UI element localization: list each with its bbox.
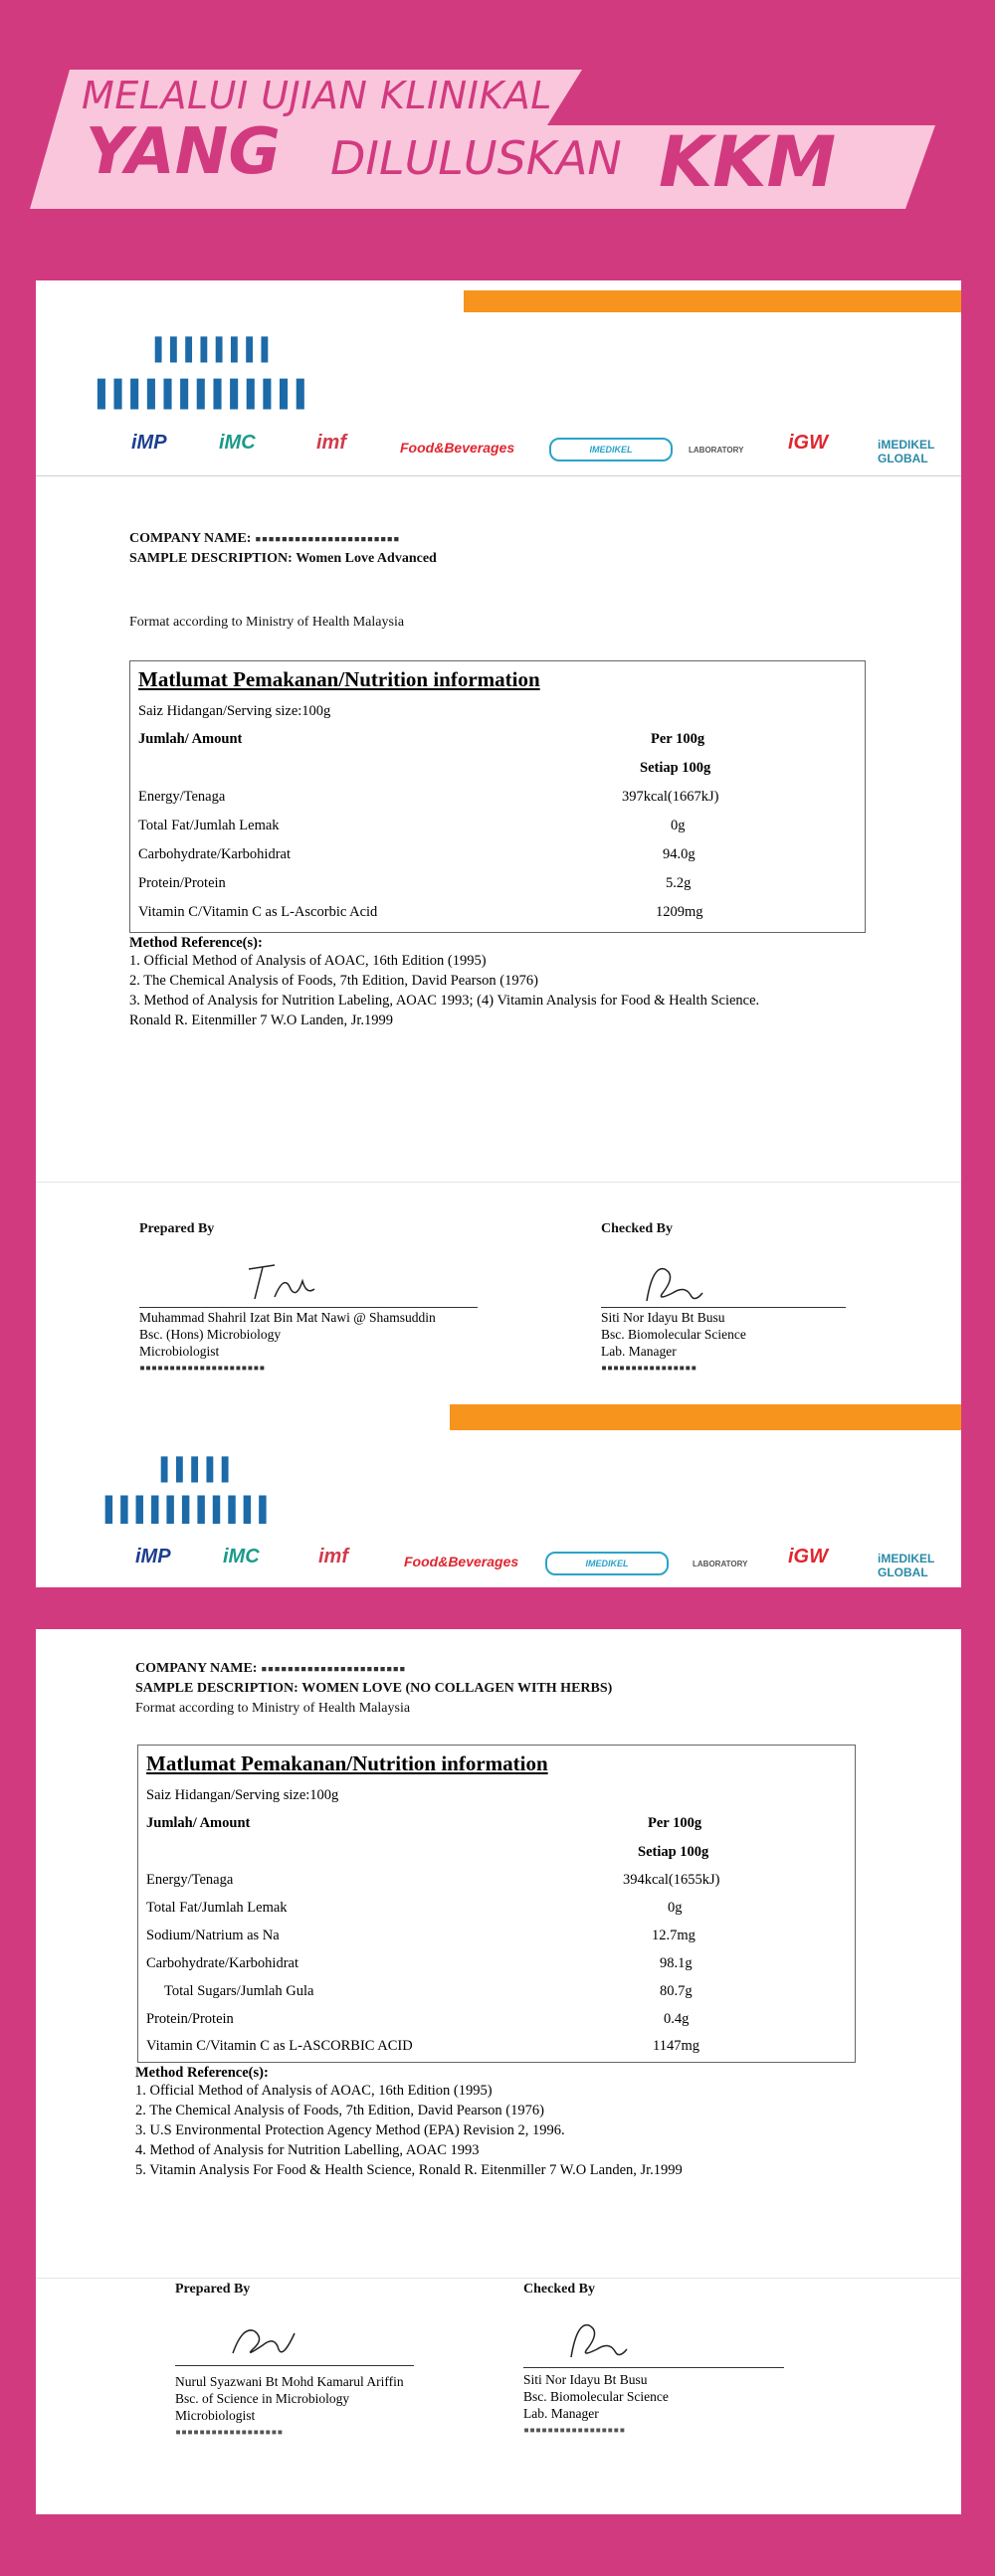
banner-box	[30, 70, 965, 209]
checked-by-details: Siti Nor Idayu Bt Busu Bsc. Biomolecular Science Lab. Manager ▪▪▪▪▪▪▪▪▪▪▪▪▪▪▪▪	[601, 1310, 746, 1374]
laboratory-logo: LABORATORY	[693, 1560, 748, 1568]
per-100g-label: Per 100g	[651, 731, 705, 747]
imf-logo: imf	[318, 1546, 348, 1567]
divider	[36, 1182, 961, 1183]
lab-logo-name: ▌▌▌▌▌▌▌▌▌▌▌▌▌	[98, 380, 313, 410]
value-carbohydrate: 98.1g	[660, 1955, 693, 1971]
format-note: Format according to Ministry of Health Malaysia	[129, 615, 405, 630]
lab-logo-footer-name: ▌▌▌▌▌▌▌▌▌▌▌	[105, 1496, 275, 1524]
ref-3: 3. Method of Analysis for Nutrition Labeling, AOAC 1993; (4) Vitamin Analysis for Food & Health Science.	[129, 993, 760, 1009]
nutrition-panel	[137, 1745, 856, 2063]
prepared-by-label: Prepared By	[175, 2282, 251, 2297]
ref-4: Ronald R. Eitenmiller 7 W.O Landen, Jr.1999	[129, 1012, 394, 1028]
nutrition-panel	[129, 660, 866, 933]
row-vitamin-c: Vitamin C/Vitamin C as L-Ascorbic Acid	[138, 904, 378, 920]
banner-line1: MELALUI UJIAN KLINIKAL	[82, 74, 552, 117]
ref-1: 1. Official Method of Analysis of AOAC, 16th Edition (1995)	[135, 2083, 493, 2099]
imedikel-global-logo: iMEDIKEL GLOBAL	[878, 1552, 935, 1579]
row-fat: Total Fat/Jumlah Lemak	[146, 1900, 288, 1916]
divider	[36, 2278, 961, 2279]
row-vitamin-c: Vitamin C/Vitamin C as L-ASCORBIC ACID	[146, 2038, 413, 2054]
divider	[36, 475, 961, 476]
amount-label: Jumlah/ Amount	[138, 731, 243, 747]
imedikel-global-logo: iMEDIKEL GLOBAL	[878, 438, 935, 465]
imc-logo: iMC	[223, 1546, 260, 1567]
food-beverages-logo: Food&Beverages	[404, 1554, 519, 1569]
imedikel-pharmacy-logo: IMEDIKEL	[549, 438, 673, 461]
banner	[0, 0, 995, 249]
prepared-by-details: Muhammad Shahril Izat Bin Mat Nawi @ Shamsuddin Bsc. (Hons) Microbiology Microbiologist ▪▪▪▪▪▪▪▪▪▪▪▪▪▪▪▪▪▪▪▪▪	[139, 1310, 436, 1374]
value-energy: 397kcal(1667kJ)	[622, 789, 719, 805]
sample-description: SAMPLE DESCRIPTION: Women Love Advanced	[129, 551, 437, 566]
partner-logos	[92, 432, 947, 467]
value-fat: 0g	[671, 818, 686, 833]
ref-5: 5. Vitamin Analysis For Food & Health Science, Ronald R. Eitenmiller 7 W.O Landen, Jr.1999	[135, 2162, 683, 2178]
imf-logo: imf	[316, 432, 346, 454]
checked-by-details: Siti Nor Idayu Bt Busu Bsc. Biomolecular Science Lab. Manager ▪▪▪▪▪▪▪▪▪▪▪▪▪▪▪▪▪	[523, 2372, 669, 2436]
row-energy: Energy/Tenaga	[138, 789, 226, 805]
imp-logo: iMP	[131, 432, 167, 454]
value-carbohydrate: 94.0g	[663, 846, 696, 862]
imedikel-pharmacy-logo: IMEDIKEL	[545, 1552, 669, 1575]
lab-logo-top: ▌▌▌▌▌▌▌▌	[155, 338, 277, 363]
ref-4: 4. Method of Analysis for Nutrition Labelling, AOAC 1993	[135, 2142, 480, 2158]
lab-logo-footer: ▌▌▌▌▌	[161, 1458, 238, 1483]
company-name: COMPANY NAME: ▪▪▪▪▪▪▪▪▪▪▪▪▪▪▪▪▪▪▪▪▪▪	[135, 1661, 406, 1676]
orange-bar	[464, 290, 961, 312]
setiap-100g-label: Setiap 100g	[640, 760, 711, 776]
row-protein: Protein/Protein	[146, 2011, 234, 2027]
report-card-1	[36, 280, 961, 1587]
per-100g-label: Per 100g	[648, 1815, 702, 1831]
row-sodium: Sodium/Natrium as Na	[146, 1928, 280, 1943]
prepared-by-label: Prepared By	[139, 1221, 215, 1236]
value-total-sugars: 80.7g	[660, 1983, 693, 1999]
sample-description: SAMPLE DESCRIPTION: WOMEN LOVE (NO COLLAGEN WITH HERBS)	[135, 1681, 613, 1696]
partner-logos-footer	[92, 1546, 947, 1581]
sig-line-prepared	[175, 2365, 414, 2366]
imc-logo: iMC	[219, 432, 256, 454]
prepared-by-details: Nurul Syazwani Bt Mohd Kamarul Ariffin Bsc. of Science in Microbiology Microbiologist ▪▪▪▪▪▪▪▪▪▪▪▪▪▪▪▪▪▪	[175, 2374, 404, 2438]
sig-line-checked	[523, 2367, 784, 2368]
ref-2: 2. The Chemical Analysis of Foods, 7th Edition, David Pearson (1976)	[135, 2103, 544, 2118]
panel-title: Matlumat Pemakanan/Nutrition information	[138, 667, 540, 691]
row-energy: Energy/Tenaga	[146, 1872, 234, 1888]
row-fat: Total Fat/Jumlah Lemak	[138, 818, 280, 833]
signature-prepared	[245, 1259, 324, 1309]
orange-bar-footer	[450, 1404, 961, 1430]
checked-by-label: Checked By	[601, 1221, 673, 1236]
row-protein: Protein/Protein	[138, 875, 226, 891]
panel-title: Matlumat Pemakanan/Nutrition information	[146, 1751, 548, 1775]
banner-diluluskan: DILULUSKAN	[330, 131, 622, 185]
row-carbohydrate: Carbohydrate/Karbohidrat	[146, 1955, 299, 1971]
signature-checked	[557, 2315, 637, 2365]
laboratory-logo: LABORATORY	[689, 446, 744, 455]
checked-by-label: Checked By	[523, 2282, 595, 2297]
serving-size: Saiz Hidangan/Serving size:100g	[146, 1787, 339, 1803]
igw-logo: iGW	[788, 432, 828, 454]
method-title: Method Reference(s):	[129, 935, 263, 951]
igw-logo: iGW	[788, 1546, 828, 1567]
report-card-2	[36, 1629, 961, 2514]
row-carbohydrate: Carbohydrate/Karbohidrat	[138, 846, 292, 862]
imp-logo: iMP	[135, 1546, 171, 1567]
banner-yang: YANG	[86, 115, 281, 189]
format-note: Format according to Ministry of Health Malaysia	[135, 1701, 411, 1716]
serving-size: Saiz Hidangan/Serving size:100g	[138, 703, 331, 719]
value-energy: 394kcal(1655kJ)	[623, 1872, 720, 1888]
value-vitamin-c: 1147mg	[653, 2038, 699, 2054]
amount-label: Jumlah/ Amount	[146, 1815, 251, 1831]
value-protein: 5.2g	[666, 875, 692, 891]
value-protein: 0.4g	[664, 2011, 690, 2027]
setiap-100g-label: Setiap 100g	[638, 1844, 709, 1860]
ref-1: 1. Official Method of Analysis of AOAC, 16th Edition (1995)	[129, 953, 487, 969]
row-total-sugars: Total Sugars/Jumlah Gula	[164, 1983, 314, 1999]
ref-3: 3. U.S Environmental Protection Agency Method (EPA) Revision 2, 1996.	[135, 2122, 565, 2138]
signature-prepared	[225, 2315, 304, 2365]
signature-checked	[633, 1259, 712, 1309]
company-name: COMPANY NAME: ▪▪▪▪▪▪▪▪▪▪▪▪▪▪▪▪▪▪▪▪▪▪	[129, 531, 400, 546]
method-title: Method Reference(s):	[135, 2065, 269, 2081]
ref-2: 2. The Chemical Analysis of Foods, 7th Edition, David Pearson (1976)	[129, 973, 538, 989]
sig-line-prepared	[139, 1307, 478, 1308]
value-fat: 0g	[668, 1900, 683, 1916]
food-beverages-logo: Food&Beverages	[400, 440, 515, 456]
value-sodium: 12.7mg	[652, 1928, 696, 1943]
banner-kkm: KKM	[659, 121, 837, 203]
value-vitamin-c: 1209mg	[656, 904, 703, 920]
sig-line-checked	[601, 1307, 846, 1308]
